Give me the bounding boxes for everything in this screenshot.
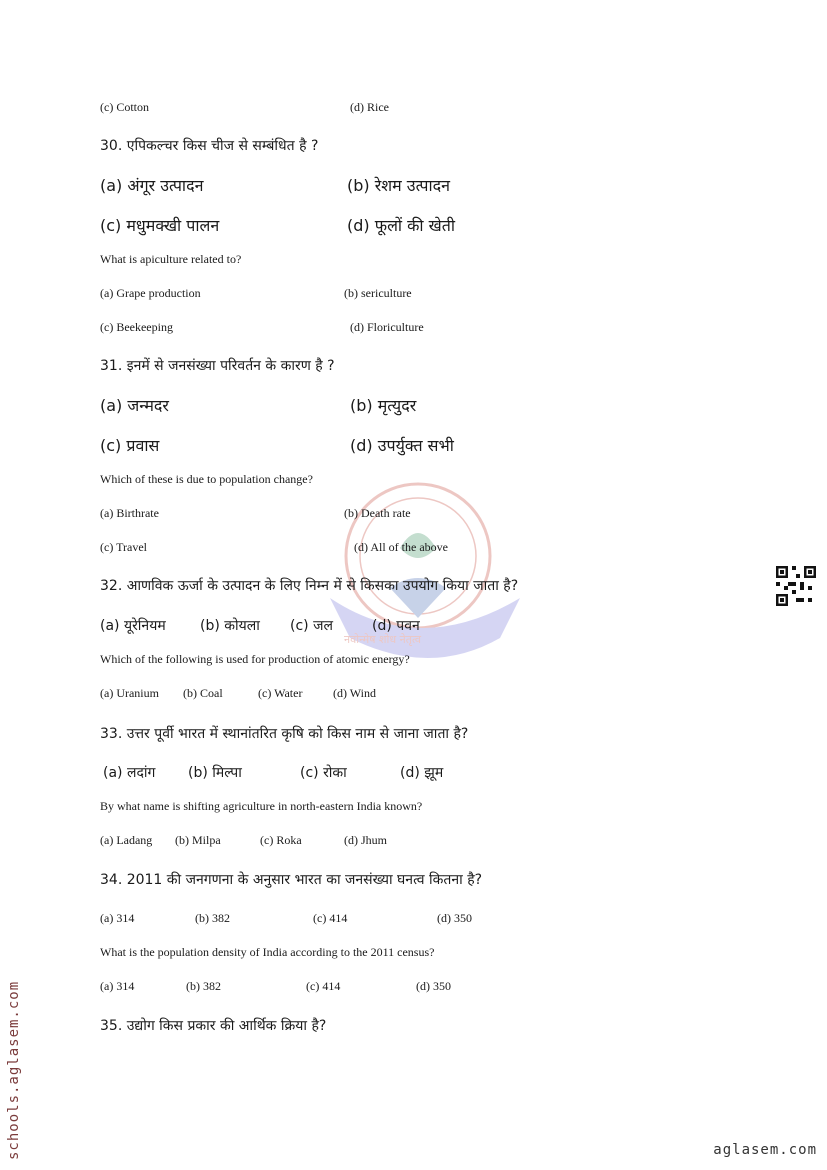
q35-hindi-question: 35. उद्योग किस प्रकार की आर्थिक क्रिया है?	[100, 1018, 327, 1034]
q32-hindi-question: 32. आणविक ऊर्जा के उत्पादन के लिए निम्न में से किसका उपयोग किया जाता है?	[100, 578, 519, 594]
q34-hindi-option-c: (c) 414	[313, 911, 348, 925]
q30-hindi-option-a: (a) अंगूर उत्पादन	[100, 176, 204, 195]
q33-hindi-question: 33. उत्तर पूर्वी भारत में स्थानांतरित कृषि को किस नाम से जाना जाता है?	[100, 726, 469, 742]
q32-hindi-option-a: (a) यूरेनियम	[100, 618, 166, 634]
q33-hindi-option-d: (d) झूम	[400, 765, 444, 781]
q33-hindi-option-c: (c) रोका	[300, 765, 347, 781]
q34-english-option-d: (d) 350	[416, 979, 451, 993]
q30-hindi-option-c: (c) मधुमक्खी पालन	[100, 216, 220, 235]
q31-hindi-option-b: (b) मृत्युदर	[350, 396, 417, 415]
qr-code[interactable]	[776, 566, 816, 606]
q30-hindi-option-d: (d) फूलों की खेती	[347, 216, 456, 235]
q31-english-option-d: (d) All of the above	[354, 540, 448, 554]
q34-hindi-option-d: (d) 350	[437, 911, 472, 925]
q30-english-option-c: (c) Beekeeping	[100, 320, 173, 334]
q30-english-question: What is apiculture related to?	[100, 252, 242, 266]
q32-english-option-a: (a) Uranium	[100, 686, 159, 700]
q30-english-option-d: (d) Floriculture	[350, 320, 424, 334]
q30-english-option-b: (b) sericulture	[344, 286, 412, 300]
q30-hindi-question: 30. एपिकल्चर किस चीज से सम्बंधित है ?	[100, 138, 319, 154]
q33-english-option-c: (c) Roka	[260, 833, 302, 847]
q31-hindi-question: 31. इनमें से जनसंख्या परिवर्तन के कारण है ?	[100, 358, 335, 374]
footer-url[interactable]: aglasem.com	[713, 1142, 817, 1158]
q33-english-option-a: (a) Ladang	[100, 833, 153, 847]
q32-hindi-option-c: (c) जल	[290, 618, 333, 634]
q32-english-option-d: (d) Wind	[333, 686, 376, 700]
q31-hindi-option-a: (a) जन्मदर	[100, 396, 169, 415]
q33-english-question: By what name is shifting agriculture in north-eastern India known?	[100, 799, 423, 813]
q31-hindi-option-d: (d) उपर्युक्त सभी	[350, 436, 454, 455]
q31-english-question: Which of these is due to population change?	[100, 472, 313, 486]
q31-english-option-c: (c) Travel	[100, 540, 147, 554]
q32-english-option-b: (b) Coal	[183, 686, 223, 700]
q34-hindi-question: 34. 2011 की जनगणना के अनुसार भारत का जनसंख्या घनत्व कितना है?	[100, 872, 483, 888]
q34-english-question: What is the population density of India according to the 2011 census?	[100, 945, 435, 959]
q32-english-question: Which of the following is used for production of atomic energy?	[100, 652, 410, 666]
q29-option-d: (d) Rice	[350, 100, 389, 114]
q34-hindi-option-b: (b) 382	[195, 911, 230, 925]
q32-hindi-option-d: (d) पवन	[372, 618, 420, 634]
q32-english-option-c: (c) Water	[258, 686, 303, 700]
q34-hindi-option-a: (a) 314	[100, 911, 135, 925]
q33-english-option-d: (d) Jhum	[344, 833, 387, 847]
q31-english-option-b: (b) Death rate	[344, 506, 411, 520]
q34-english-option-c: (c) 414	[306, 979, 341, 993]
q33-hindi-option-b: (b) मिल्पा	[188, 765, 242, 781]
watermark-motto: नवोन्मेष शोध नेतृत्व	[344, 633, 421, 646]
q33-hindi-option-a: (a) लदांग	[103, 765, 156, 781]
q33-english-option-b: (b) Milpa	[175, 833, 221, 847]
side-watermark-url[interactable]: schools.aglasem.com	[6, 980, 22, 1160]
q31-english-option-a: (a) Birthrate	[100, 506, 159, 520]
q30-hindi-option-b: (b) रेशम उत्पादन	[347, 176, 451, 195]
q34-english-option-b: (b) 382	[186, 979, 221, 993]
q29-option-c: (c) Cotton	[100, 100, 149, 114]
q32-hindi-option-b: (b) कोयला	[200, 618, 260, 634]
q34-english-option-a: (a) 314	[100, 979, 135, 993]
q31-hindi-option-c: (c) प्रवास	[100, 436, 160, 455]
q30-english-option-a: (a) Grape production	[100, 286, 201, 300]
